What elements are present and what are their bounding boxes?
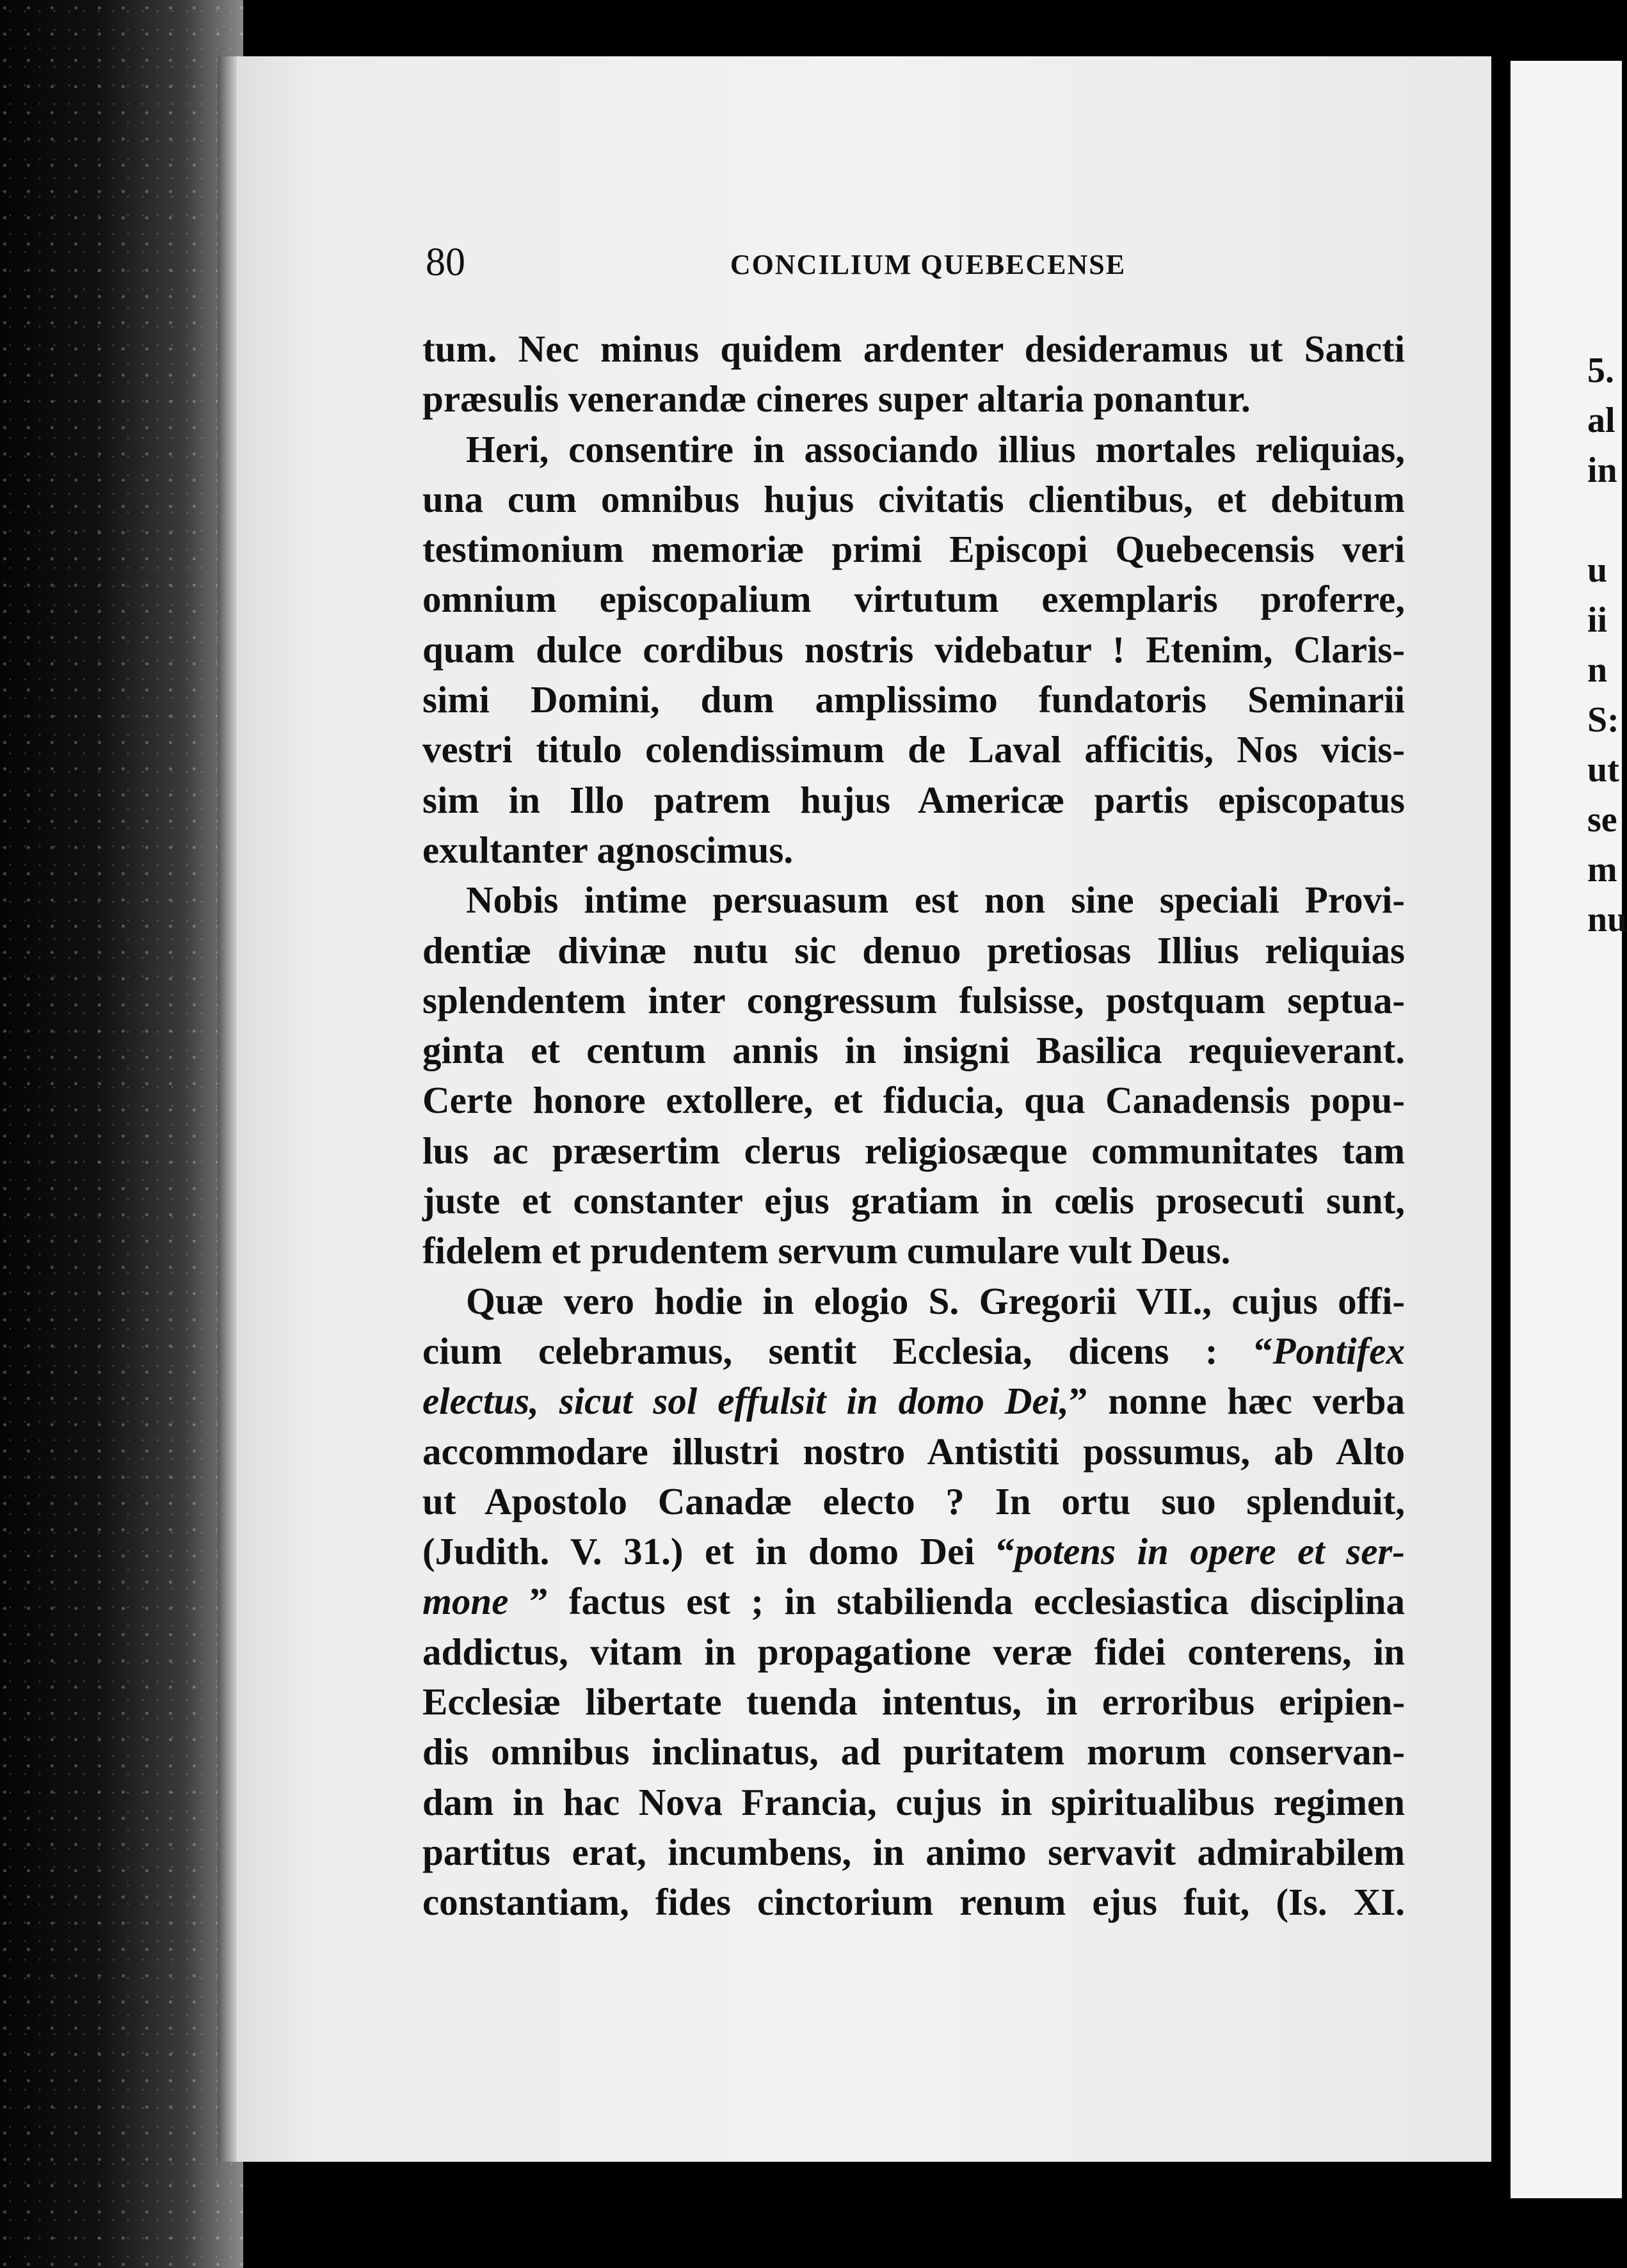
text-line (422, 1526, 1405, 1576)
text-line: Nobis intime persuasum est non sine speciali Provi- (466, 879, 1405, 922)
running-title: CONCILIUM QUEBECENSE (730, 249, 1126, 280)
fragment: ii (1587, 600, 1608, 640)
text-run: (Judith. V. 31.) et in domo Dei “ (422, 1530, 1015, 1573)
text-line: constantiam, fides cinctorium renum ejus fuit, (Is. XI. (422, 1881, 1405, 1924)
text-line: Quæ vero hodie in elogio S. Gregorii VII., cujus offi- (466, 1279, 1405, 1322)
text-run: cium celebramus, sentit Ecclesia, dicens : “ (422, 1329, 1273, 1372)
page-number: 80 (426, 241, 465, 284)
fragment (1587, 495, 1626, 545)
text-line: dentiæ divinæ nutu sic denuo pretiosas Illius reliquias (422, 929, 1405, 971)
text-line: addictus, vitam in propagatione veræ fidei conterens, in (422, 1630, 1405, 1673)
text-line (422, 1376, 1405, 1426)
facing-page-text-fragments (1587, 346, 1626, 945)
text-line: juste et constanter ejus gratiam in cœlis prosecuti sunt, (422, 1179, 1405, 1222)
text-line: dam in hac Nova Francia, cujus in spiritualibus regimen (422, 1780, 1405, 1823)
fragment: se (1587, 800, 1617, 840)
text-line: lus ac præsertim clerus religiosæque communitates tam (422, 1129, 1405, 1172)
fragment: n (1587, 650, 1608, 690)
text-line: simi Domini, dum amplissimo fundatoris Seminarii (422, 678, 1405, 721)
italic-quote: Pontifex (1272, 1329, 1405, 1372)
fragment: in (1587, 451, 1617, 490)
italic-quote: electus, sicut sol effulsit in domo Dei, (422, 1380, 1069, 1423)
text-line (422, 1326, 1405, 1376)
text-line: omnium episcopalium virtutum exemplaris proferre, (422, 578, 1405, 621)
paragraph-2 (422, 424, 1405, 875)
fragment: m (1587, 850, 1617, 890)
text-line: testimonium memoriæ primi Episcopi Quebecensis veri (422, 528, 1405, 571)
fragment: al (1587, 401, 1615, 440)
page-header (426, 237, 1405, 288)
scan-left-margin (0, 0, 243, 2268)
italic-quote: potens in opere et ser- (1014, 1530, 1405, 1573)
text-line: sim in Illo patrem hujus Americæ partis episcopatus (422, 778, 1405, 821)
text-line: ut Apostolo Canadæ electo ? In ortu suo splenduit, (422, 1480, 1405, 1522)
text-line: accommodare illustri nostro Antistiti possumus, ab Alto (422, 1430, 1405, 1473)
text-line: exultanter agnoscimus. (422, 828, 794, 871)
text-line: vestri titulo colendissimum de Laval afficitis, Nos vicis- (422, 728, 1405, 771)
italic-quote: mone (422, 1580, 509, 1623)
paragraph-4 (422, 1276, 1405, 1928)
fragment: ut (1587, 750, 1619, 790)
text-line: Certe honore extollere, et fiducia, qua Canadensis popu- (422, 1079, 1405, 1122)
fragment: nu (1587, 900, 1627, 939)
text-line: dis omnibus inclinatus, ad puritatem morum conservan- (422, 1730, 1405, 1773)
paragraph-1 (422, 324, 1405, 424)
text-line: quam dulce cordibus nostris videbatur ! Etenim, Claris- (422, 628, 1405, 671)
text-line: Heri, consentire in associando illius mortales reliquias, (466, 427, 1405, 470)
text-line: Ecclesiæ libertate tuenda intentus, in erroribus eripien- (422, 1681, 1405, 1723)
text-line: una cum omnibus hujus civitatis clientibus, et debitum (422, 477, 1405, 520)
text-line: præsulis venerandæ cineres super altaria ponantur. (422, 378, 1251, 420)
fragment: 5. (1587, 351, 1614, 390)
fragment: u (1587, 550, 1608, 590)
text-line: fidelem et prudentem servum cumulare vult Deus. (422, 1229, 1231, 1272)
text-line: partitus erat, incumbens, in animo servavit admirabilem (422, 1830, 1405, 1873)
fragment: S: (1587, 700, 1619, 740)
book-spine-shadow (218, 56, 237, 2162)
paragraph-3 (422, 875, 1405, 1275)
text-line: ginta et centum annis in insigni Basilica requieverant. (422, 1029, 1405, 1072)
text-run: ” nonne hæc verba (1068, 1380, 1405, 1423)
body-text (422, 324, 1405, 1928)
text-line: tum. Nec minus quidem ardenter desideramus ut Sancti (422, 328, 1405, 370)
text-line: splendentem inter congressum fulsisse, postquam septua- (422, 978, 1405, 1021)
text-line (422, 1576, 1405, 1626)
text-run: ” factus est ; in stabilienda ecclesiastica disciplina (508, 1580, 1405, 1623)
